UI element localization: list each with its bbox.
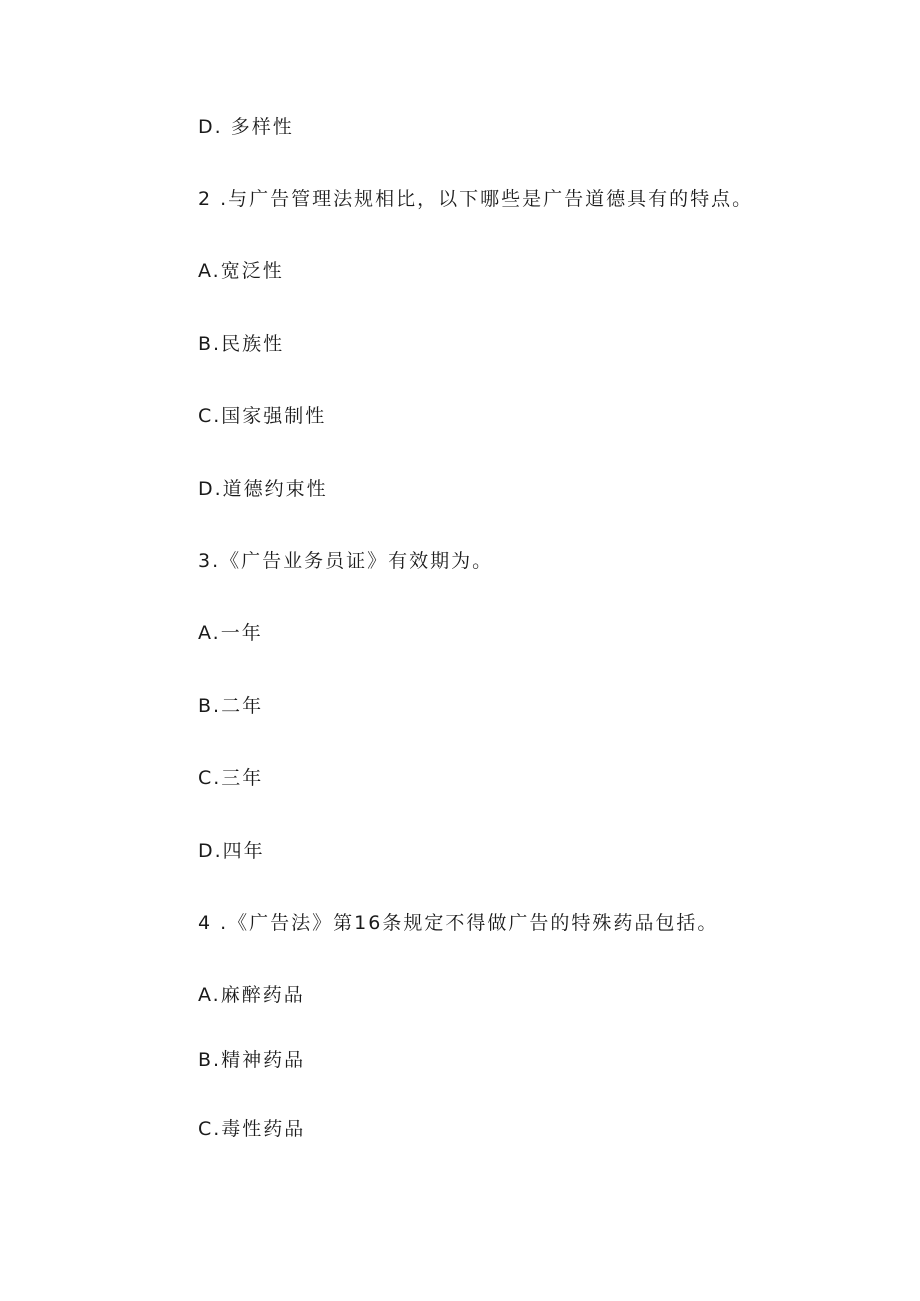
option-2a: A.宽泛性 xyxy=(198,260,284,282)
option-4c: C.毒性药品 xyxy=(198,1118,306,1140)
option-4b: B.精神药品 xyxy=(198,1049,306,1071)
option-1d: D. 多样性 xyxy=(198,116,294,138)
option-3d: D.四年 xyxy=(198,840,265,862)
option-3a: A.一年 xyxy=(198,622,263,644)
question-4: 4 .《广告法》第16条规定不得做广告的特殊药品包括。 xyxy=(198,912,719,934)
option-2d: D.道德约束性 xyxy=(198,478,328,500)
question-3: 3.《广告业务员证》有效期为。 xyxy=(198,550,494,572)
option-4a: A.麻醉药品 xyxy=(198,984,305,1006)
option-2b: B.民族性 xyxy=(198,333,285,355)
option-3c: C.三年 xyxy=(198,767,264,789)
option-2c: C.国家强制性 xyxy=(198,405,327,427)
option-3b: B.二年 xyxy=(198,695,264,717)
question-2: 2 .与广告管理法规相比，以下哪些是广告道德具有的特点。 xyxy=(198,188,754,210)
